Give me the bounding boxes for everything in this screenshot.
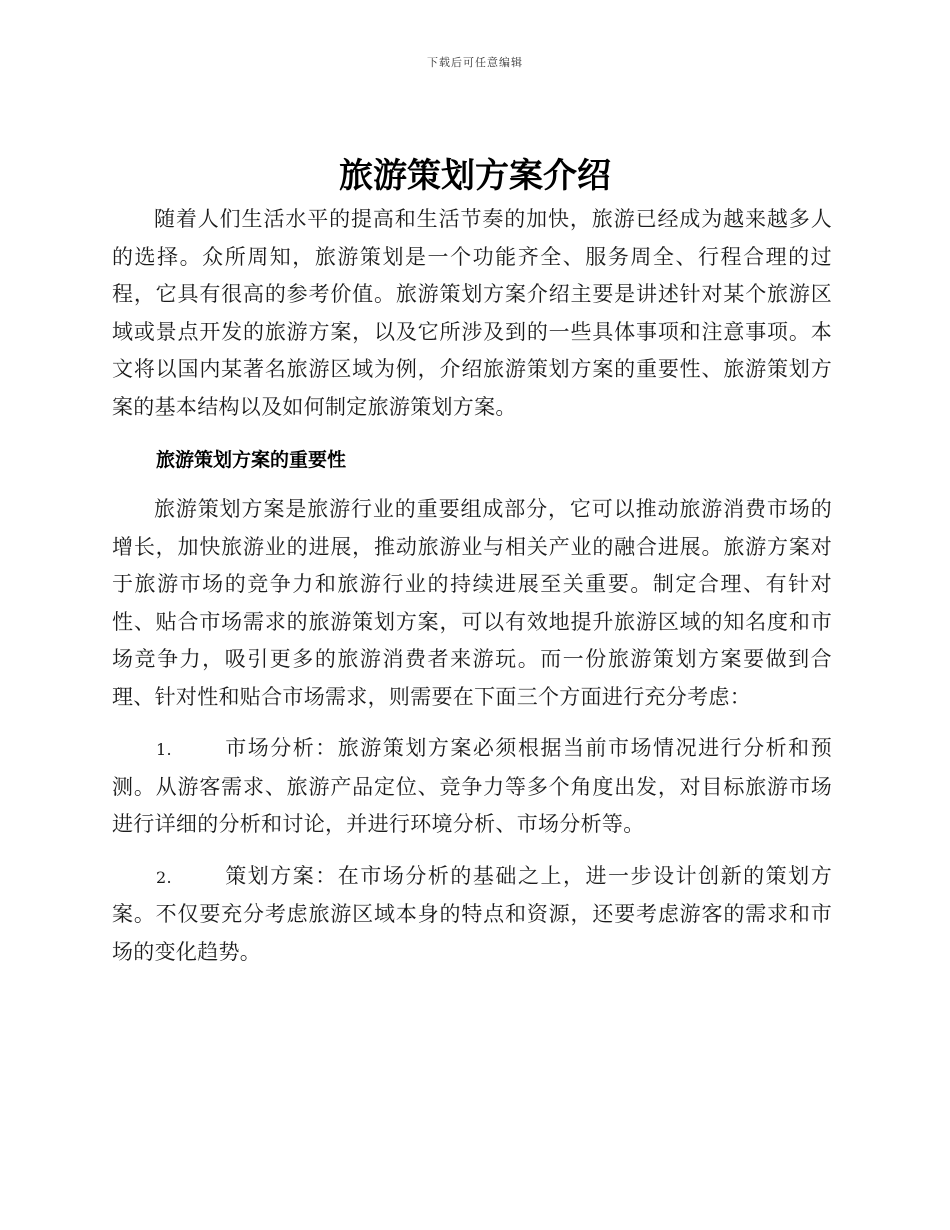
list-item (112, 730, 832, 844)
section-heading-importance: 旅游策划方案的重要性 (156, 449, 347, 471)
importance-paragraph: 旅游策划方案是旅游行业的重要组成部分，它可以推动旅游消费市场的增长，加快旅游业的进展，推动旅游业与相关产业的融合进展。旅游方案对于旅游市场的竞争力和旅游行业的持续进展至关重要。制定合理、有针对性、贴合市场需求的旅游策划方案，可以有效地提升旅游区域的知名度和市场竞争力，吸引更多的旅游消费者来游玩。而一份旅游策划方案要做到合理、针对性和贴合市场需求，则需要在下面三个方面进行充分考虑： (112, 497, 832, 709)
list-item-number: 2. (156, 867, 172, 887)
header-note: 下载后可任意编辑 (427, 56, 523, 69)
list-item-text: 市场分析：旅游策划方案必须根据当前市场情况进行分析和预测。从游客需求、旅游产品定位、竞争力等多个角度出发，对目标旅游市场进行详细的分析和讨论，并进行环境分析、市场分析等。 (112, 736, 832, 836)
list-item-text: 策划方案：在市场分析的基础之上，进一步设计创新的策划方案。不仅要充分考虑旅游区域本身的特点和资源，还要考虑游客的需求和市场的变化趋势。 (112, 863, 832, 964)
list-item (112, 858, 832, 972)
document-body (112, 201, 832, 971)
document-title: 旅游策划方案介绍 (339, 156, 611, 196)
list-item-number: 1. (156, 740, 172, 759)
intro-paragraph: 随着人们生活水平的提高和生活节奏的加快，旅游已经成为越来越多人的选择。众所周知，旅游策划是一个功能齐全、服务周全、行程合理的过程，它具有很高的参考价值。旅游策划方案介绍主要是讲述针对某个旅游区域或景点开发的旅游方案，以及它所涉及到的一些具体事项和注意事项。本文将以国内某著名旅游区域为例，介绍旅游策划方案的重要性、旅游策划方案的基本结构以及如何制定旅游策划方案。 (112, 207, 832, 419)
